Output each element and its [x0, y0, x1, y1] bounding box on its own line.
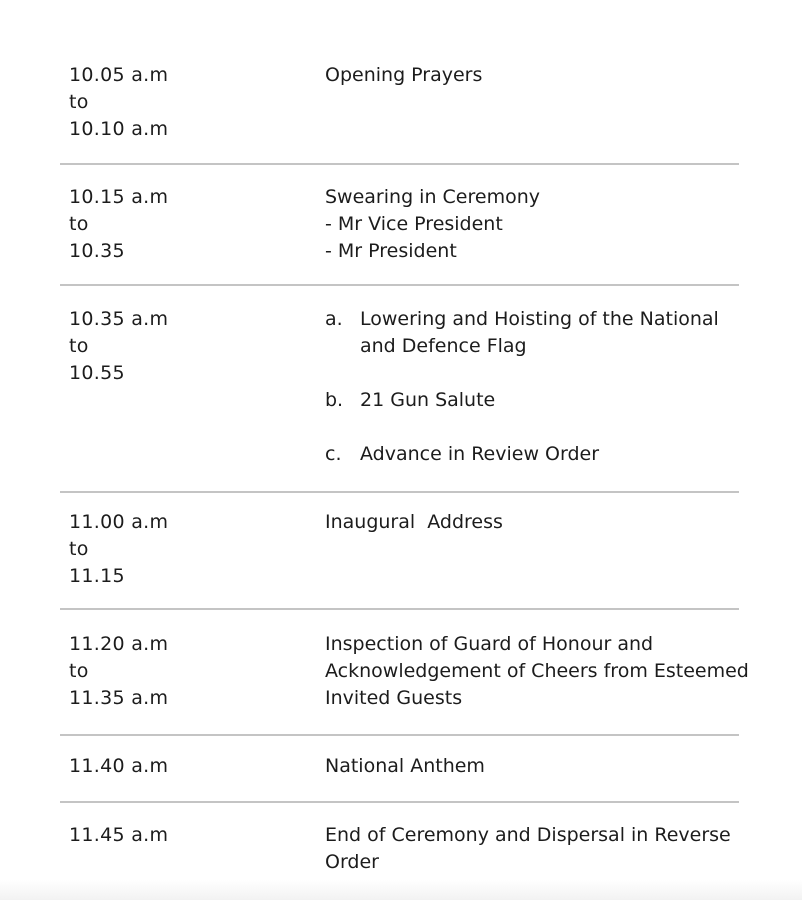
schedule-row	[60, 493, 739, 610]
event-title: Inaugural Address	[325, 511, 503, 533]
time-cell	[69, 753, 299, 780]
time-cell	[69, 306, 299, 387]
list-marker: c.	[325, 443, 342, 465]
list-item-text: and Defence Flag	[360, 335, 527, 357]
time-separator: to	[69, 335, 89, 357]
end-time: 11.15	[69, 565, 125, 587]
start-time: 11.45 a.m	[69, 824, 169, 846]
list-item	[325, 387, 739, 414]
event-detail: - Mr President	[325, 240, 457, 262]
list-item	[325, 441, 739, 468]
time-cell	[69, 822, 299, 849]
list-item-text: Lowering and Hoisting of the National	[360, 308, 719, 330]
list-item	[325, 306, 739, 360]
start-time: 11.20 a.m	[69, 633, 169, 655]
event-title: End of Ceremony and Dispersal in Reverse	[325, 824, 731, 846]
end-time: 10.35	[69, 240, 125, 262]
list-item-text: 21 Gun Salute	[360, 389, 496, 411]
event-title: Opening Prayers	[325, 64, 483, 86]
schedule-row	[60, 52, 739, 165]
time-cell	[69, 631, 299, 712]
end-time: 11.35 a.m	[69, 687, 169, 709]
time-cell	[69, 509, 299, 590]
time-cell	[69, 184, 299, 265]
schedule-row	[60, 610, 749, 736]
event-cell	[325, 822, 739, 876]
time-separator: to	[69, 213, 89, 235]
event-detail: - Mr Vice President	[325, 213, 503, 235]
event-title: Invited Guests	[325, 687, 463, 709]
event-cell	[325, 753, 739, 780]
start-time: 11.40 a.m	[69, 755, 169, 777]
schedule-row	[60, 803, 739, 883]
list-item-text: Advance in Review Order	[360, 443, 600, 465]
programme-schedule	[60, 52, 749, 883]
event-title: National Anthem	[325, 755, 485, 777]
schedule-row	[60, 165, 739, 286]
event-cell	[325, 509, 739, 536]
schedule-row	[60, 736, 739, 803]
event-cell	[325, 306, 739, 468]
list-marker: a.	[325, 308, 343, 330]
time-separator: to	[69, 660, 89, 682]
end-time: 10.55	[69, 362, 125, 384]
start-time: 10.35 a.m	[69, 308, 169, 330]
time-separator: to	[69, 91, 89, 113]
event-cell	[325, 631, 749, 712]
event-title: Inspection of Guard of Honour and	[325, 633, 654, 655]
schedule-row	[60, 286, 739, 493]
start-time: 10.15 a.m	[69, 186, 169, 208]
event-title: Order	[325, 851, 379, 873]
list-marker: b.	[325, 389, 344, 411]
time-separator: to	[69, 538, 89, 560]
page-bottom-shade	[0, 880, 802, 900]
start-time: 11.00 a.m	[69, 511, 169, 533]
start-time: 10.05 a.m	[69, 64, 169, 86]
time-cell	[69, 62, 299, 143]
event-title: Acknowledgement of Cheers from Esteemed	[325, 660, 749, 682]
event-title: Swearing in Ceremony	[325, 186, 540, 208]
event-cell	[325, 62, 739, 89]
end-time: 10.10 a.m	[69, 118, 169, 140]
event-cell	[325, 184, 739, 265]
